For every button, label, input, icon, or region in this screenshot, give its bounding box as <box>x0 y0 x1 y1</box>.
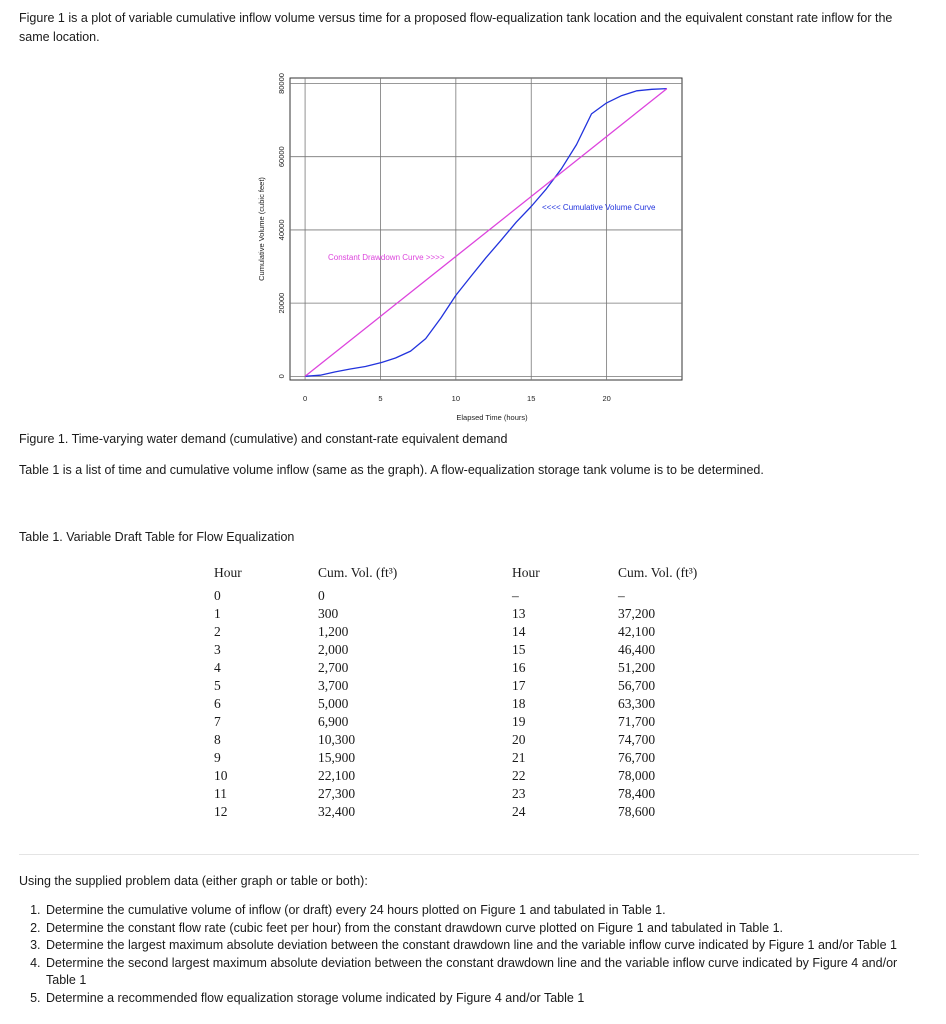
table-column-volume-right <box>618 563 697 821</box>
table-cell: 78,000 <box>618 768 656 783</box>
table-column-volume-left <box>318 563 397 821</box>
table-cell: 19 <box>512 714 526 729</box>
table-cell: 15,900 <box>318 750 356 765</box>
table-header: Cum. Vol. (ft³) <box>318 565 398 580</box>
table-cell: 1 <box>214 606 221 621</box>
intro-paragraph: Figure 1 is a plot of variable cumulative inflow volume versus time for a proposed flow-equalization tank location and the equivalent constant rate inflow for the same location. <box>19 11 893 44</box>
table-cell: 3 <box>214 642 221 657</box>
table-column-hour-left <box>214 563 242 821</box>
table-cell: 20 <box>512 732 526 747</box>
x-tick-label: 10 <box>451 394 461 403</box>
question-item: 1. Determine the cumulative volume of inflow (or draft) every 24 hours plotted on Figure 1 and tabulated in Table 1. <box>44 902 924 920</box>
table-cell: 71,700 <box>618 714 656 729</box>
x-tick-label: 5 <box>378 394 383 403</box>
y-tick-label: 60000 <box>277 146 286 168</box>
table-header: Hour <box>214 565 242 580</box>
y-tick-label: 80000 <box>277 73 286 94</box>
table-cell: 17 <box>512 678 526 693</box>
table-cell: 16 <box>512 660 526 675</box>
question-item: 3. Determine the largest maximum absolute deviation between the constant drawdown line and the variable inflow curve indicated by Figure 1 and/or Table 1 <box>44 937 924 955</box>
table-header: Hour <box>512 565 540 580</box>
questions-list <box>19 902 924 1007</box>
table-cell: 1,200 <box>318 624 349 639</box>
table-cell: 3,700 <box>318 678 349 693</box>
x-tick-label: 0 <box>302 394 308 403</box>
series-layer <box>305 89 667 377</box>
table-cell: 2,000 <box>318 642 349 657</box>
table-cell: 51,200 <box>618 660 656 675</box>
table-cell: 300 <box>318 606 339 621</box>
table-cell: 37,200 <box>618 606 656 621</box>
table-cell: 21 <box>512 750 526 765</box>
table-cell: 6,900 <box>318 714 349 729</box>
table-cell: 24 <box>512 804 526 819</box>
table-cell: 32,400 <box>318 804 356 819</box>
figure-caption: Figure 1. Time-varying water demand (cumulative) and constant-rate equivalent demand <box>19 432 508 446</box>
x-tick-label: 15 <box>527 394 536 403</box>
table-cell: 0 <box>318 588 325 603</box>
table-title: Table 1. Variable Draft Table for Flow Equalization <box>19 530 295 544</box>
question-item: 5. Determine a recommended flow equalization storage volume indicated by Figure 4 and/or Table 1 <box>44 990 924 1008</box>
table-cell: 46,400 <box>618 642 656 657</box>
table-cell: 15 <box>512 642 526 657</box>
table-cell: 9 <box>214 750 221 765</box>
section-divider <box>19 854 919 855</box>
table-cell: 42,100 <box>618 624 656 639</box>
table-cell: 11 <box>214 786 227 801</box>
table-cell: 8 <box>214 732 221 747</box>
table-cell: 74,700 <box>618 732 656 747</box>
table-column-hour-right <box>512 563 540 821</box>
table-cell: 56,700 <box>618 678 656 693</box>
table-cell: 10 <box>214 768 228 783</box>
question-item: 4. Determine the second largest maximum absolute deviation between the constant drawdown line and the variable inflow curve indicated by Figure 4 and/or Table 1 <box>44 955 924 990</box>
y-axis-label: Cumulative Volume (cubic feet) <box>257 177 266 281</box>
table-header: Cum. Vol. (ft³) <box>618 565 698 580</box>
constant-drawdown-line <box>305 89 667 377</box>
table-cell: 63,300 <box>618 696 656 711</box>
table-description: Table 1 is a list of time and cumulative volume inflow (same as the graph). A flow-equalization storage tank volume is to be determined. <box>19 463 764 477</box>
table-cell: 7 <box>214 714 221 729</box>
table-cell: 23 <box>512 786 526 801</box>
y-tick-label: 40000 <box>277 219 286 241</box>
y-tick-label: 0 <box>277 374 286 379</box>
cumulative-volume-annotation: <<<< Cumulative Volume Curve <box>542 203 656 212</box>
table-cell: 4 <box>214 660 221 675</box>
table-cell: 14 <box>512 624 526 639</box>
x-axis-label: Elapsed Time (hours) <box>456 413 528 422</box>
table-cell: 10,300 <box>318 732 356 747</box>
table-cell: 5 <box>214 678 221 693</box>
cumulative-volume-chart <box>240 70 700 430</box>
table-cell: 13 <box>512 606 526 621</box>
table-cell: 12 <box>214 804 228 819</box>
table-cell: 6 <box>214 696 221 711</box>
constant-drawdown-annotation: Constant Drawdown Curve >>>> <box>328 253 445 262</box>
table-cell: 18 <box>512 696 526 711</box>
table-cell: 2 <box>214 624 221 639</box>
question-item: 2. Determine the constant flow rate (cubic feet per hour) from the constant drawdown curve plotted on Figure 1 and tabulated in Table 1. <box>44 920 924 938</box>
table-cell: 22 <box>512 768 526 783</box>
tick-labels <box>277 73 611 403</box>
table-cell: 2,700 <box>318 660 349 675</box>
table-cell: 0 <box>214 588 221 603</box>
table-cell: 5,000 <box>318 696 349 711</box>
y-tick-label: 20000 <box>277 292 286 314</box>
table-cell: – <box>618 588 625 603</box>
questions-intro: Using the supplied problem data (either graph or table or both): <box>19 874 368 888</box>
table-cell: 22,100 <box>318 768 356 783</box>
table-cell: 78,600 <box>618 804 656 819</box>
x-tick-label: 20 <box>602 394 611 403</box>
table-cell: 76,700 <box>618 750 656 765</box>
table-cell: – <box>512 588 519 603</box>
table-cell: 27,300 <box>318 786 356 801</box>
table-cell: 78,400 <box>618 786 656 801</box>
